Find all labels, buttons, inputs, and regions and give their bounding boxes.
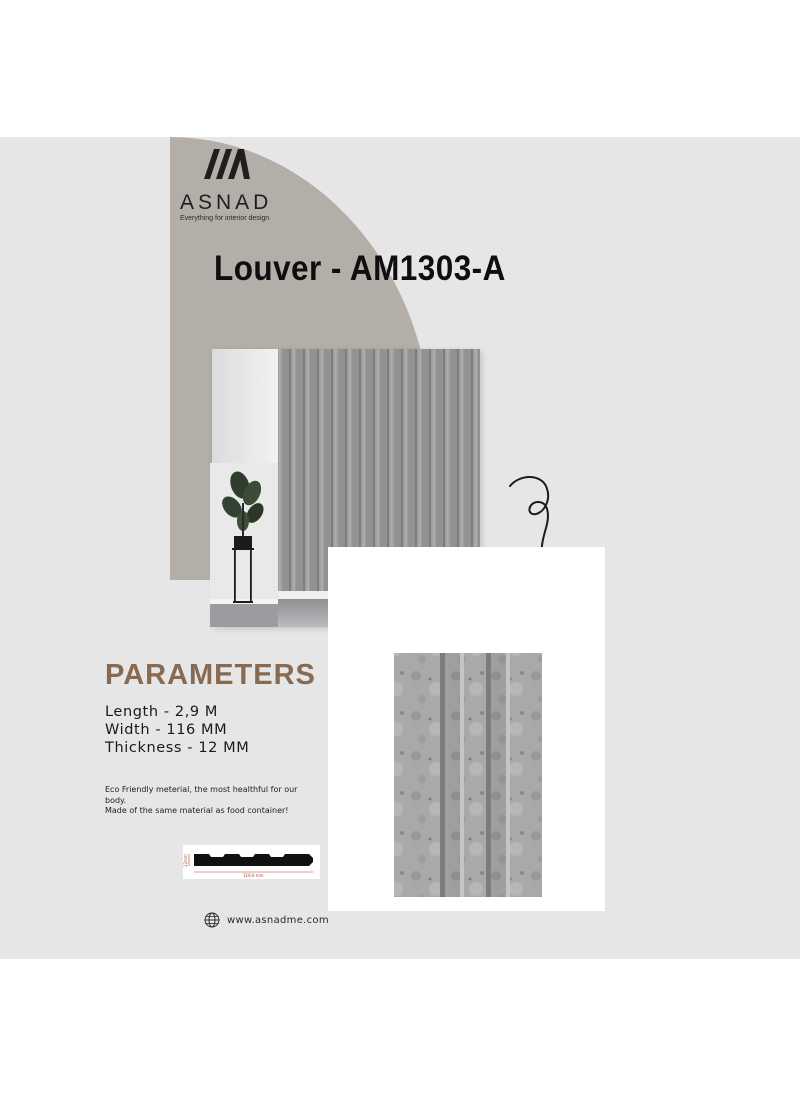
spec-list	[105, 703, 249, 757]
asnad-logo-icon	[204, 149, 250, 179]
description-line: Eco Friendly meterial, the most healthful for our body.	[105, 785, 298, 805]
website-contact[interactable]	[204, 912, 329, 928]
product-description	[105, 785, 315, 817]
description-line: Made of the same material as food container!	[105, 806, 289, 815]
product-title: Louver - AM1303-A	[214, 249, 506, 288]
spec-length: Length - 2,9 M	[105, 704, 219, 720]
profile-height-label: 12mm	[183, 854, 188, 867]
product-poster	[0, 137, 800, 959]
brand-name: ASNAD	[180, 191, 273, 214]
globe-icon	[204, 912, 220, 928]
spec-width: Width - 116 MM	[105, 722, 228, 738]
parameters-heading: PARAMETERS	[105, 659, 316, 691]
profile-drawing	[183, 845, 320, 879]
profile-width-label: 116.0 mm	[243, 873, 264, 878]
plant-photo	[210, 463, 278, 627]
spec-thickness: Thickness - 12 MM	[105, 740, 250, 756]
panel-sample-photo	[328, 547, 605, 911]
website-link[interactable]: www.asnadme.com	[227, 914, 329, 926]
brand-tagline: Everything for interior design	[180, 215, 270, 222]
